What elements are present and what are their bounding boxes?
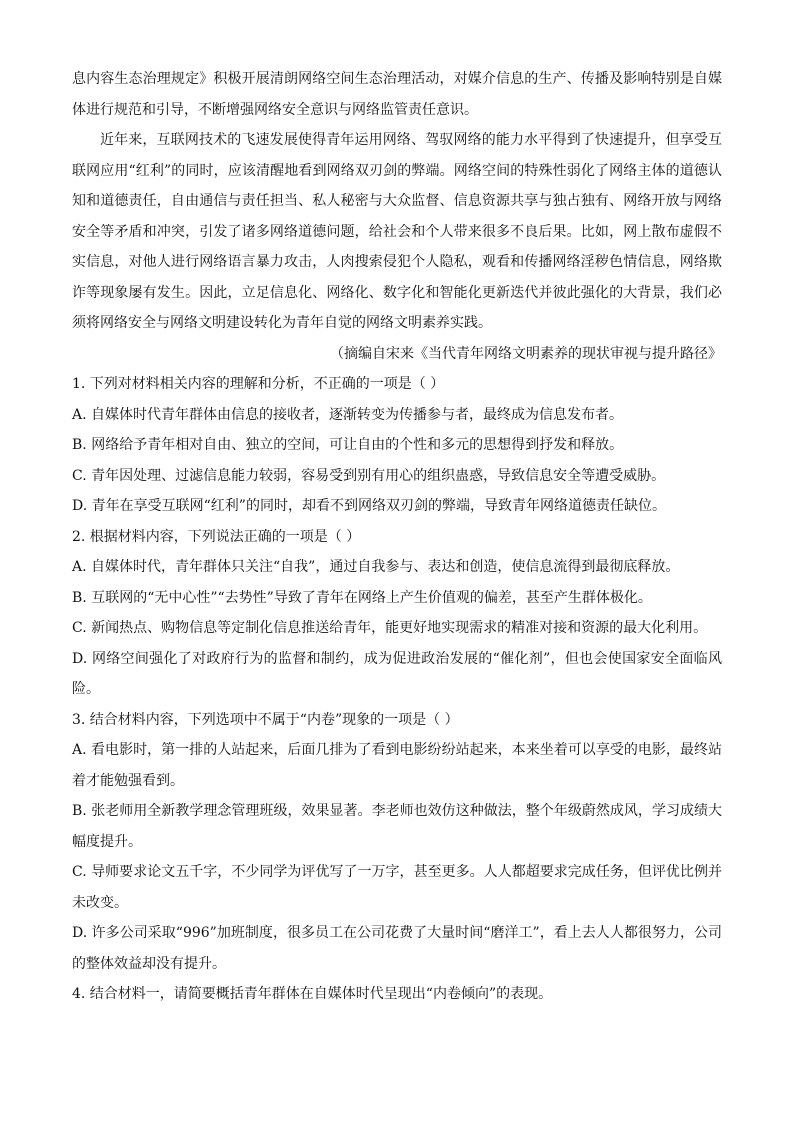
passage-source: （摘编自宋来《当代青年网络文明素养的现状审视与提升路径》 [330, 345, 722, 362]
question-2 [72, 522, 722, 705]
question-option: B. 张老师用全新教学理念管理班级，效果显著。李老师也效仿这种做法，整个年级蔚然成风，学习成绩大幅度提升。 [72, 803, 722, 850]
question-option: B. 互联网的“无中心性”“去势性”导致了青年在网络上产生价值观的偏差，甚至产生群体极化。 [72, 589, 652, 606]
question-option: C. 导师要求论文五千字，不少同学为评优写了一万字，甚至更多。人人都超要求完成任务，但评优比例并未改变。 [72, 864, 722, 911]
question-option: D. 青年在享受互联网“红利”的同时，却看不到网络双刃剑的弊端，导致青年网络道德责任缺位。 [72, 498, 666, 514]
passage-paragraph-2: 近年来，互联网技术的飞速发展使得青年运用网络、驾驭网络的能力水平得到了快速提升，但享受互联网应用“红利”的同时，应该清醒地看到网络双刃剑的弊端。网络空间的特殊性弱化了网络主体的道德认知和道德责任，自由通信与责任担当、私人秘密与大众监督、信息资源共享与独占独有、网络开放与网络安全等矛盾和冲突，引发了诸多网络道德问题，给社会和个人带来很多不良后果。比如，网上散布虚假不实信息，对他人进行网络语言暴力攻击，人肉搜索侵犯个人隐私，观看和传播网络淫秽色情信息，网络欺诈等现象屡有发生。因此，立足信息化、网络化、数字化和智能化更新迭代并彼此强化的大背景，我们必须将网络安全与网络文明建设转化为青年自觉的网络文明素养实践。 [72, 132, 722, 331]
question-stem: 1. 下列对材料相关内容的理解和分析，不正确的一项是（ ） [72, 376, 445, 392]
question-option: D. 网络空间强化了对政府行为的监督和制约，成为促进政治发展的“催化剂”，但也会使国家安全面临风险。 [72, 650, 722, 697]
document-page [72, 64, 722, 1010]
passage-paragraph-1: 息内容生态治理规定》积极开展清朗网络空间生态治理活动，对媒介信息的生产、传播及影响特别是自媒体进行规范和引导，不断增强网络安全意识与网络监管责任意识。 [72, 71, 722, 118]
question-option: A. 自媒体时代青年群体由信息的接收者，逐渐转变为传播参与者，最终成为信息发布者。 [72, 406, 624, 423]
question-option: C. 青年因处理、过滤信息能力较弱，容易受到别有用心的组织蛊惑，导致信息安全等遭受威胁。 [72, 467, 666, 484]
question-3 [72, 705, 722, 980]
question-option: D. 许多公司采取“996”加班制度，很多员工在公司花费了大量时间“磨洋工”，看上去人人都很努力，公司的整体效益却没有提升。 [72, 925, 722, 972]
question-option: A. 看电影时，第一排的人站起来，后面几排为了看到电影纷纷站起来，本来坐着可以享受的电影，最终站着才能勉强看到。 [72, 742, 722, 789]
question-option: A. 自媒体时代，青年群体只关注“自我”，通过自我参与、表达和创造，使信息流得到最彻底释放。 [72, 559, 680, 575]
question-stem: 2. 根据材料内容，下列说法正确的一项是（ ） [72, 528, 361, 545]
question-4 [72, 979, 722, 1010]
question-option: B. 网络给予青年相对自由、独立的空间，可让自由的个性和多元的思想得到抒发和释放。 [72, 437, 624, 453]
question-option: C. 新闻热点、购物信息等定制化信息推送给青年，能更好地实现需求的精准对接和资源的最大化利用。 [72, 620, 708, 636]
question-stem: 4. 结合材料一，请简要概括青年群体在自媒体时代呈现出“内卷倾向”的表现。 [72, 986, 553, 1002]
question-1 [72, 369, 722, 522]
question-stem: 3. 结合材料内容，下列选项中不属于“内卷”现象的一项是（ ） [72, 711, 459, 728]
